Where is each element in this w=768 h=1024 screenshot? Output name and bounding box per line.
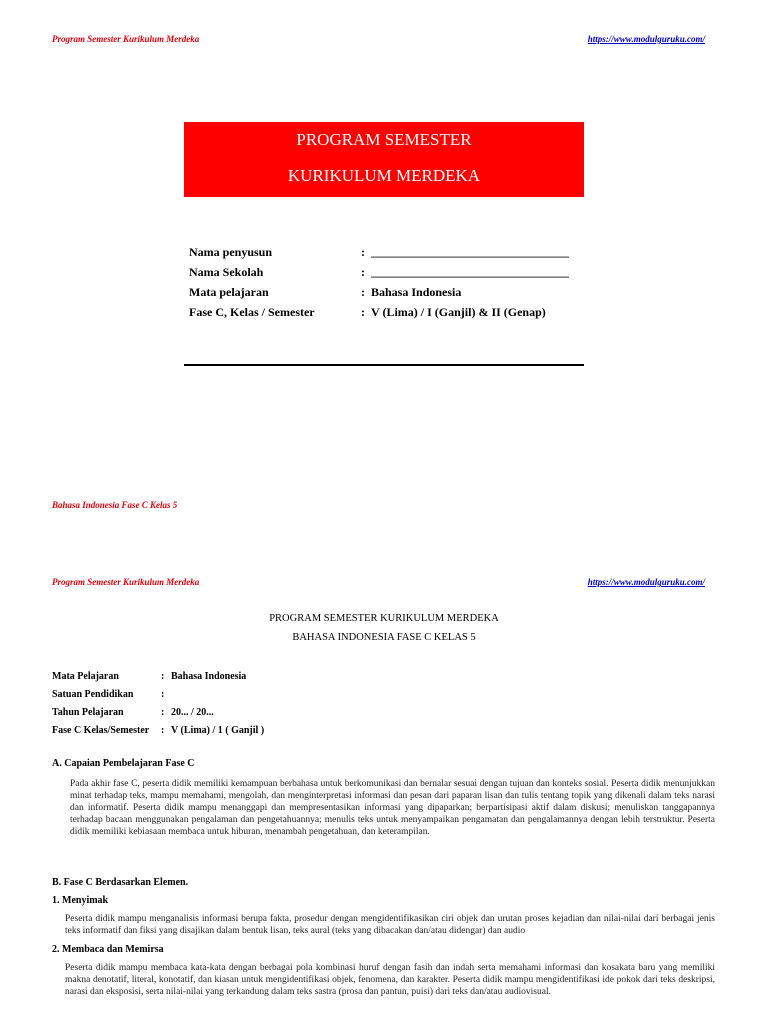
- header-left-text: Program Semester Kurikulum Merdeka: [52, 34, 200, 44]
- cover-field-value: _________________________________: [371, 265, 569, 279]
- cover-field-label: Nama Sekolah: [189, 265, 264, 279]
- meta-colon: :: [161, 725, 165, 736]
- cover-field-value: _________________________________: [371, 245, 569, 259]
- meta-value: Bahasa Indonesia: [171, 671, 247, 682]
- meta-colon: :: [161, 689, 165, 700]
- page2-header-link[interactable]: https://www.modulguruku.com/: [587, 577, 705, 587]
- meta-label: Fase C Kelas/Semester: [52, 725, 150, 736]
- cover-field-label: Mata pelajaran: [189, 285, 269, 299]
- meta-value: 20... / 20...: [171, 707, 214, 718]
- cover-field-value: V (Lima) / I (Ganjil) & II (Genap): [371, 305, 546, 319]
- cover-field-colon: :: [361, 285, 365, 299]
- page2-title-line1: PROGRAM SEMESTER KURIKULUM MERDEKA: [269, 613, 499, 624]
- cover-field-value: Bahasa Indonesia: [371, 285, 462, 299]
- cover-title-box: [184, 122, 584, 197]
- section-a-title: A. Capaian Pembelajaran Fase C: [52, 758, 195, 769]
- cover-title-line2: KURIKULUM MERDEKA: [287, 166, 481, 185]
- page2-title-line2: BAHASA INDONESIA FASE C KELAS 5: [292, 632, 476, 643]
- section-a-text: Pada akhir fase C, peserta didik memiliki kemampuan berbahasa untuk berkomunikasi dan bernalar sesuai dengan tujuan dan konteks sosial. Peserta didik menunjukkan minat terhadap teks, mampu memahami, mengolah, dan menginterpretasi informasi dan pesan dari paparan lisan dan tulis tentang topik yang dikenali dalam teks narasi dan informatif. Peserta didik mampu menanggapi dan mempresentasikan informasi yang dipaparkan; berpartisipasi aktif dalam diskusi; menuliskan tanggapannya terhadap bacaan menggunakan pengalaman dan pengetahuannya; menulis teks untuk menyampaikan pengamatan dan pengalamannya dengan lebih terstruktur. Peserta didik memiliki kebiasaan membaca untuk hiburan, menambah pengetahuan, dan keterampilan.: [70, 779, 715, 837]
- cover-field-colon: :: [361, 245, 365, 259]
- footer-text: Bahasa Indonesia Fase C Kelas 5: [52, 500, 178, 510]
- cover-field-label: Nama penyusun: [189, 245, 273, 259]
- item-heading-membaca: 2. Membaca dan Memirsa: [52, 944, 164, 955]
- meta-value: V (Lima) / 1 ( Ganjil ): [171, 725, 265, 736]
- cover-field-label: Fase C, Kelas / Semester: [189, 305, 315, 319]
- meta-label: Satuan Pendidikan: [52, 689, 134, 700]
- item-text-membaca: Peserta didik mampu membaca kata-kata dengan berbagai pola kombinasi huruf dengan fasih dan indah serta memahami informasi dan kosakata baru yang memiliki makna denotatif, literal, konotatif, dan kiasan untuk mengidentifikasi objek, fenomena, dan karakter. Peserta didik mampu mengidentifikasi ide pokok dari teks deskripsi, narasi dan eksposisi, serta nilai-nilai yang terkandung dalam teks sastra (prosa dan pantun, puisi) dari teks dan/atau audiovisual.: [65, 963, 715, 997]
- item-heading-menyimak: 1. Menyimak: [52, 895, 109, 906]
- cover-field-colon: :: [361, 305, 365, 319]
- meta-label: Mata Pelajaran: [52, 671, 119, 682]
- cover-field-colon: :: [361, 265, 365, 279]
- meta-colon: :: [161, 707, 165, 718]
- meta-colon: :: [161, 671, 165, 682]
- cover-title-line1: PROGRAM SEMESTER: [296, 130, 472, 149]
- page2-header-left-text: Program Semester Kurikulum Merdeka: [52, 577, 200, 587]
- item-text-menyimak: Peserta didik mampu menganalisis informasi berupa fakta, prosedur dengan mengidentifikasikan ciri objek dan urutan proses kejadian dan nilai-nilai dari berbagai jenis teks informatif dan fiksi yang disajikan dalam bentuk lisan, teks aural (teks yang dibacakan dan/atau didengar) dan audio: [65, 914, 715, 936]
- meta-label: Tahun Pelajaran: [52, 707, 124, 718]
- header-link[interactable]: https://www.modulguruku.com/: [587, 34, 705, 44]
- section-b-title: B. Fase C Berdasarkan Elemen.: [52, 877, 189, 888]
- cover-divider: [184, 364, 584, 366]
